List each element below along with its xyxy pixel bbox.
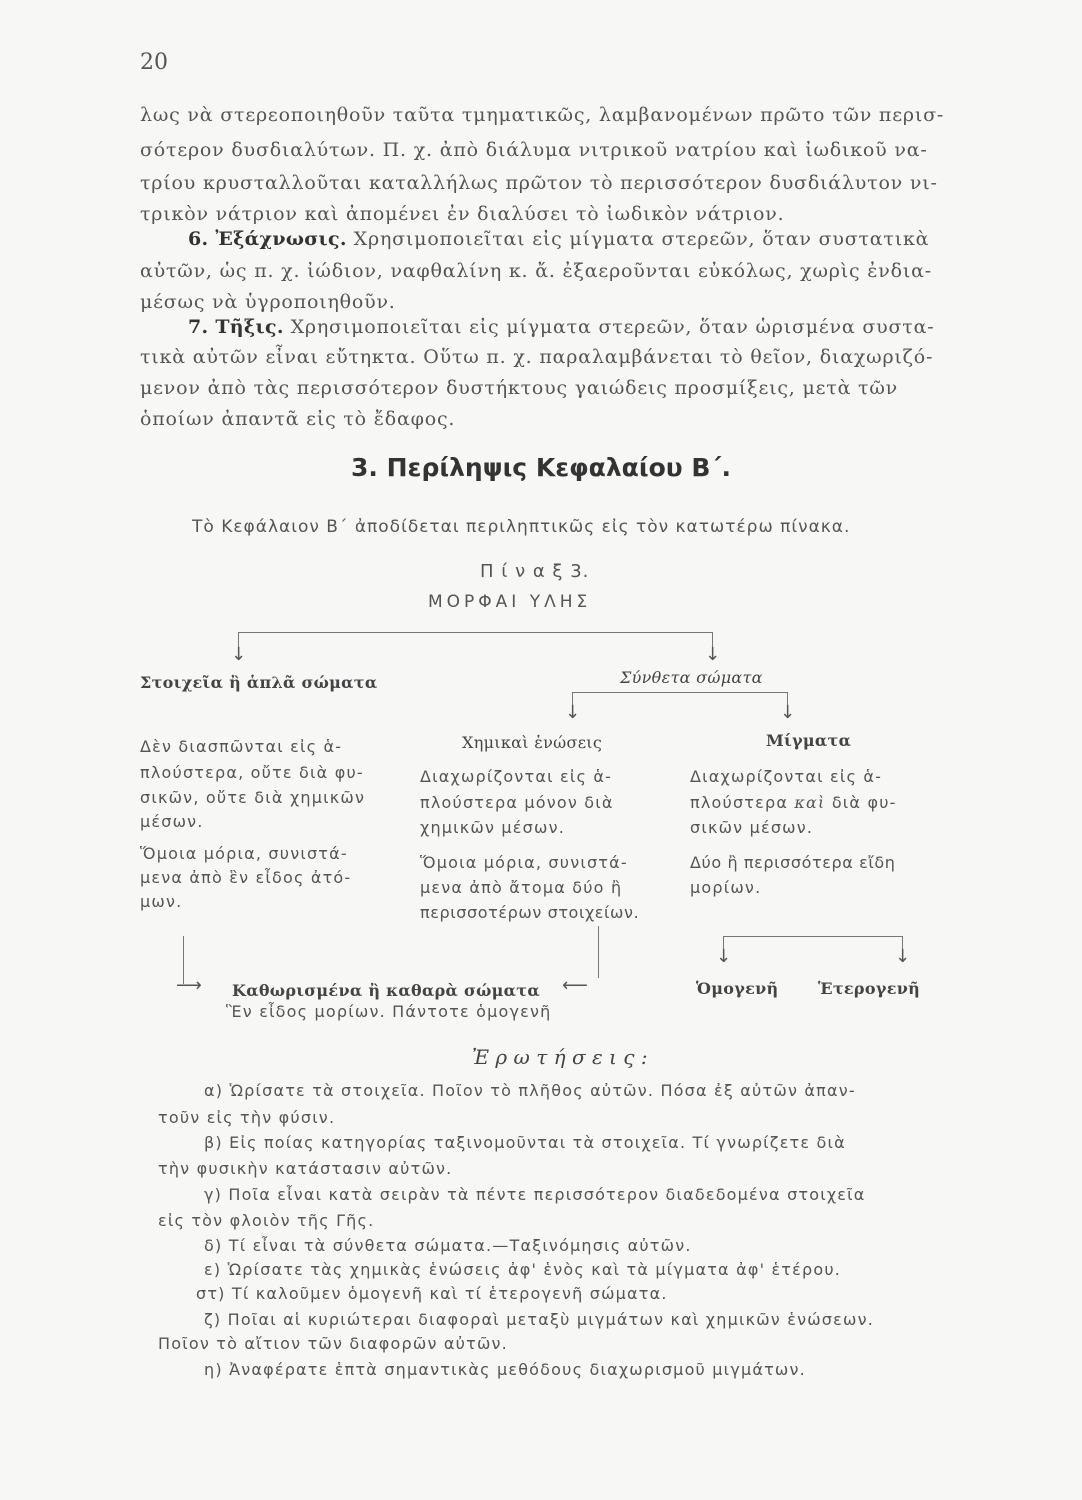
intro-text: Τὸ Κεφάλαιον Β΄ ἀποδίδεται περιληπτικῶς εἰς τὸν κατωτέρω πίνακα.: [192, 517, 851, 537]
pure-substances-desc: Ἓν εἶδος μορίων. Πάντοτε ὁμογενῆ: [226, 1002, 552, 1021]
text-line: μέσως νὰ ὑγροποιηθοῦν.: [140, 291, 396, 313]
arrow-down-icon: ↓: [716, 946, 732, 967]
text-line: τικὰ αὐτῶν εἶναι εὔτηκτα. Οὕτω π. χ. παραλαμβάνεται τὸ θεῖον, διαχωριζό-: [140, 346, 934, 368]
elements-text: Δὲν διασπῶνται εἰς ἁ-: [140, 737, 343, 756]
question-line: εἰς τὸν φλοιὸν τῆς Γῆς.: [158, 1211, 375, 1230]
pure-substances-label: Καθωρισμένα ἢ καθαρὰ σώματα: [232, 981, 540, 1000]
mix-text-part: καὶ: [794, 793, 826, 812]
arrow-down-icon: ↓: [231, 644, 247, 665]
paragraph-6-heading: [188, 228, 929, 250]
question-line: στ) Τί καλοῦμεν ὁμογενῆ καὶ τί ἑτερογενῆ σώματα.: [196, 1284, 668, 1303]
paragraph-7-first-line: Χρησιμοποιεῖται εἰς μίγματα στερεῶν, ὅταν ὡρισμένα συστα-: [290, 316, 935, 338]
mix-text: μορίων.: [690, 878, 762, 897]
mix-text: σικῶν μέσων.: [690, 818, 814, 837]
connector-line: [723, 936, 903, 937]
question-line: β) Εἰς ποίας κατηγορίας ταξινομοῦνται τὰ στοιχεῖα. Τί γνωρίζετε διὰ: [204, 1133, 846, 1152]
table-label: Π ί ν α ξ 3.: [480, 561, 590, 582]
paragraph-7-heading: [188, 316, 934, 338]
elements-text: μων.: [140, 892, 183, 911]
arrow-left-icon: ⟵: [562, 975, 588, 996]
question-line: δ) Τί εἶναι τὰ σύνθετα σώματα.—Ταξινόμησις αὐτῶν.: [204, 1236, 692, 1255]
chem-text: πλούστερα μόνον διὰ: [420, 793, 614, 812]
elements-text: μενα ἀπὸ ἓν εἶδος ἀτό-: [140, 868, 352, 887]
text-line: τρικὸν νάτριον καὶ ἀπομένει ἐν διαλύσει τὸ ἰωδικὸν νάτριον.: [140, 203, 785, 225]
arrow-right-icon: ⟶: [176, 975, 202, 996]
question-line: α) Ὡρίσατε τὰ στοιχεῖα. Ποῖον τὸ πλῆθος αὐτῶν. Πόσα ἐξ αὐτῶν ἀπαν-: [204, 1081, 856, 1100]
elements-text: πλούστερα, οὔτε διὰ φυ-: [140, 763, 364, 782]
mix-text: [690, 793, 897, 812]
arrow-down-icon: ↓: [895, 946, 911, 967]
arrow-down-icon: ↓: [780, 702, 796, 723]
page-number: 20: [140, 50, 168, 75]
elements-text: σικῶν, οὔτε διὰ χημικῶν: [140, 788, 366, 807]
text-line: λως νὰ στερεοποιηθοῦν ταῦτα τμηματικῶς, λαμβανομένων πρῶτο τῶν περισ-: [140, 104, 945, 126]
chem-text: περισσοτέρων στοιχείων.: [420, 903, 640, 922]
elements-text: μέσων.: [140, 812, 204, 831]
elements-text: Ὅμοια μόρια, συνιστά-: [140, 844, 348, 863]
question-line: τὴν φυσικὴν κατάστασιν αὐτῶν.: [158, 1159, 453, 1178]
question-line: ζ) Ποῖαι αἱ κυριώτεραι διαφοραὶ μεταξὺ μιγμάτων καὶ χημικῶν ἑνώσεων.: [204, 1310, 875, 1329]
text-line: σότερον δυσδιαλύτων. Π. χ. ἀπὸ διάλυμα νιτρικοῦ νατρίου καὶ ἰωδικοῦ να-: [140, 139, 928, 161]
homogeneous-label: Ὁμογενῆ: [696, 979, 779, 998]
text-line: ὁποίων ἀπαντᾶ εἰς τὸ ἔδαφος.: [140, 408, 456, 430]
section-title: 3. Περίληψις Κεφαλαίου Β΄.: [351, 453, 731, 482]
arrow-down-icon: ↓: [565, 702, 581, 723]
connector-line: [572, 692, 787, 693]
mix-text: Δύο ἢ περισσότερα εἴδη: [690, 853, 896, 872]
mix-text-part: διὰ φυ-: [825, 793, 897, 812]
mix-text-part: πλούστερα: [690, 793, 795, 812]
chem-text: χημικῶν μέσων.: [420, 818, 566, 837]
paragraph-6-first-line: Χρησιμοποιεῖται εἰς μίγματα στερεῶν, ὅταν συστατικὰ: [353, 228, 930, 250]
chemical-compounds-heading: Χημικαὶ ἑνώσεις: [462, 733, 603, 752]
chem-text: Διαχωρίζονται εἰς ἁ-: [420, 767, 613, 786]
text-line: τρίου κρυσταλλοῦται καταλλήλως πρῶτον τὸ περισσότερον δυσδιάλυτον νι-: [140, 172, 938, 194]
question-line: Ποῖον τὸ αἴτιον τῶν διαφορῶν αὐτῶν.: [158, 1334, 508, 1353]
paragraph-6-title: 6. Ἐξάχνωσις.: [188, 228, 347, 250]
questions-title: Ἐ ρ ω τ ή σ ε ι ς :: [472, 1045, 648, 1069]
text-line: αὐτῶν, ὡς π. χ. ἰώδιον, ναφθαλίνη κ. ἄ. ἐξαεροῦνται εὐκόλως, χωρὶς ἐνδια-: [140, 260, 932, 282]
question-line: η) Ἀναφέρατε ἑπτὰ σημαντικὰς μεθόδους διαχωρισμοῦ μιγμάτων.: [204, 1360, 806, 1379]
connector-line: [238, 632, 712, 633]
heterogeneous-label: Ἑτερογενῆ: [818, 979, 921, 998]
elements-heading: Στοιχεῖα ἢ ἁπλᾶ σώματα: [140, 673, 378, 692]
mix-text: Διαχωρίζονται εἰς ἁ-: [690, 767, 883, 786]
question-line: τοῦν εἰς τὴν φύσιν.: [158, 1108, 336, 1127]
mixtures-heading: Μίγματα: [766, 731, 852, 750]
connector-line: [598, 926, 599, 978]
compounds-heading: Σύνθετα σώματα: [620, 668, 763, 687]
paragraph-7-title: 7. Τῆξις.: [188, 316, 284, 338]
text-line: μενον ἀπὸ τὰς περισσότερον δυστήκτους γαιώδεις προσμίξεις, μετὰ τῶν: [140, 377, 898, 399]
table-title: ΜΟΡΦΑΙ ΥΛΗΣ: [428, 592, 592, 612]
chem-text: Ὅμοια μόρια, συνιστά-: [420, 853, 628, 872]
question-line: γ) Ποῖα εἶναι κατὰ σειρὰν τὰ πέντε περισσότερον διαδεδομένα στοιχεῖα: [204, 1185, 866, 1204]
chem-text: μενα ἀπὸ ἄτομα δύο ἢ: [420, 878, 623, 897]
arrow-down-icon: ↓: [705, 644, 721, 665]
question-line: ε) Ὡρίσατε τὰς χημικὰς ἑνώσεις ἀφ' ἑνὸς καὶ τὰ μίγματα ἀφ' ἑτέρου.: [204, 1260, 842, 1279]
